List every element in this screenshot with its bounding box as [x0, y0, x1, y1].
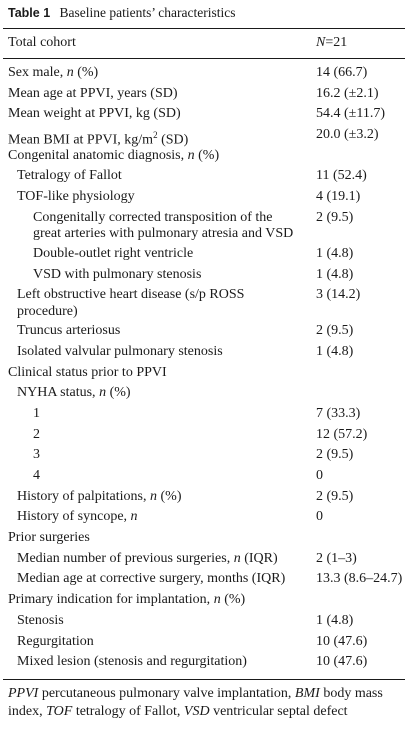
header-n-count — [316, 35, 347, 51]
row-label: Mean BMI at PPVI, $kg/m^2$ (SD) — [8, 130, 189, 148]
table-row — [0, 383, 413, 404]
header-total-cohort: Total cohort — [8, 35, 76, 50]
table-row — [0, 321, 413, 342]
table-row — [0, 507, 413, 528]
row-label: Congenital anatomic diagnosis, n (%) — [8, 147, 220, 163]
table-row — [0, 265, 413, 286]
table-caption-label: Table 1 — [8, 6, 51, 20]
table-body — [0, 63, 413, 673]
table-row — [0, 487, 413, 508]
table-row — [0, 404, 413, 425]
table-row — [0, 244, 413, 265]
row-label: Mean age at PPVI, years (SD) — [8, 85, 178, 101]
table-row — [0, 187, 413, 208]
table-row — [0, 285, 413, 321]
row-label: 4 — [33, 468, 40, 483]
table-row — [0, 445, 413, 466]
row-label: History of syncope, n — [17, 509, 138, 525]
row-value: 14 (66.7) — [316, 65, 368, 80]
top-rule — [3, 28, 405, 29]
row-value: 1 (4.8) — [316, 266, 354, 282]
table-row — [0, 652, 413, 673]
row-value: 0 — [316, 468, 323, 483]
row-value: 10 (47.6) — [316, 633, 368, 649]
row-value: 1 (4.8) — [316, 612, 354, 628]
table-row — [0, 363, 413, 384]
table-row — [0, 590, 413, 611]
row-label: Congenitally corrected transposition of the great arteries with pulmonary atresia and VSD — [33, 209, 294, 242]
row-label: 2 — [33, 426, 40, 442]
header-n-value: =21 — [325, 35, 348, 50]
table-row — [0, 146, 413, 167]
table-row — [0, 342, 413, 363]
row-label: Mixed lesion (stenosis and regurgitation) — [17, 654, 247, 670]
row-value: 54.4 (±11.7) — [316, 106, 385, 122]
row-label: Median age at corrective surgery, months (IQR) — [17, 571, 286, 587]
table-row — [0, 104, 413, 125]
header-n-symbol: N — [316, 35, 326, 50]
row-label: Regurgitation — [17, 633, 94, 649]
row-value: 4 (19.1) — [316, 189, 361, 205]
row-label: 1 — [33, 405, 40, 421]
row-label: Stenosis — [17, 612, 64, 628]
table-row — [0, 611, 413, 632]
table-row — [0, 84, 413, 105]
table-row — [0, 63, 413, 84]
row-label: TOF-like physiology — [17, 189, 135, 205]
row-label: History of palpitations, n (%) — [17, 488, 182, 504]
table-row — [0, 632, 413, 653]
row-label: Clinical status prior to PPVI — [8, 364, 167, 380]
table-footnote: PPVI percutaneous pulmonary valve implantation, BMI body mass index, TOF tetralogy of Fallot, VSD ventricular septal defect — [8, 686, 383, 719]
row-value: 12 (57.2) — [316, 426, 368, 442]
table-row — [0, 528, 413, 549]
table-row — [0, 208, 413, 244]
bottom-rule — [3, 679, 405, 680]
table-row — [0, 125, 413, 146]
row-label: Median number of previous surgeries, n (IQR) — [17, 550, 278, 566]
row-value: 11 (52.4) — [316, 168, 367, 184]
row-label: Left obstructive heart disease (s/p ROSS procedure) — [17, 287, 245, 319]
table-caption-title: Baseline patients’ characteristics — [59, 5, 236, 20]
row-value: 3 (14.2) — [316, 287, 361, 303]
table-row — [0, 549, 413, 570]
table-row — [0, 569, 413, 590]
row-value: 10 (47.6) — [316, 654, 368, 670]
row-label: Primary indication for implantation, n (%) — [8, 592, 246, 608]
row-value: 13.3 (8.6–24.7) — [316, 571, 403, 587]
row-value: 2 (9.5) — [316, 209, 354, 225]
row-value: 16.2 (±2.1) — [316, 85, 379, 101]
header-rule — [3, 58, 405, 59]
row-label: Truncus arteriosus — [17, 323, 121, 339]
row-value: 0 — [316, 509, 323, 525]
table-row — [0, 166, 413, 187]
row-label: 3 — [33, 447, 40, 463]
row-value: 2 (1–3) — [316, 550, 357, 566]
table-row — [0, 466, 413, 487]
row-value: 1 (4.8) — [316, 245, 354, 261]
row-label: Double-outlet right ventricle — [33, 245, 194, 261]
row-label: Mean weight at PPVI, kg (SD) — [8, 106, 181, 122]
row-label: Isolated valvular pulmonary stenosis — [17, 343, 223, 359]
row-label: Prior surgeries — [8, 530, 90, 546]
row-value: 2 (9.5) — [316, 447, 354, 463]
row-value: 20.0 (±3.2) — [316, 127, 379, 143]
row-value: 2 (9.5) — [316, 323, 354, 339]
row-label: Tetralogy of Fallot — [17, 168, 122, 184]
table-row — [0, 425, 413, 446]
row-value: 1 (4.8) — [316, 343, 354, 359]
table-caption — [8, 5, 235, 21]
row-value: 2 (9.5) — [316, 488, 354, 504]
row-label: Sex male, n (%) — [8, 65, 99, 80]
row-value: 7 (33.3) — [316, 405, 361, 421]
row-label: VSD with pulmonary stenosis — [33, 266, 202, 282]
row-label: NYHA status, n (%) — [17, 385, 131, 401]
